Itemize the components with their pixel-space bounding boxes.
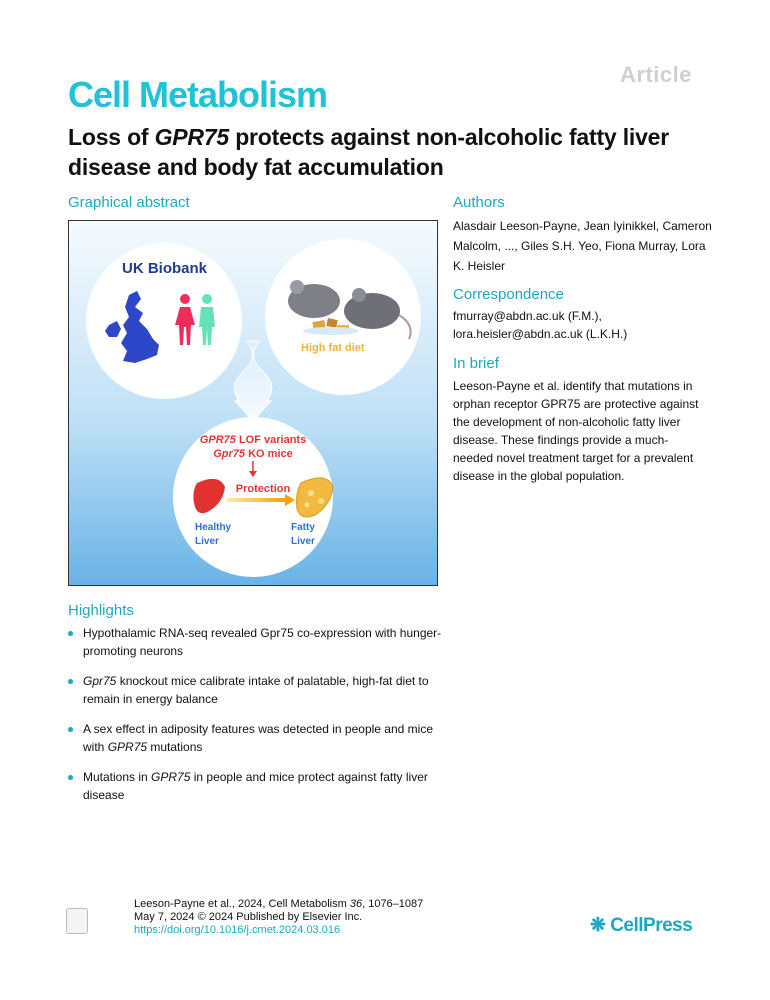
highlight-text: Hypothalamic RNA-seq revealed Gpr75 co-expression with hunger-promoting neurons (83, 626, 442, 658)
title-gene: GPR75 (154, 124, 230, 150)
highlights-list (68, 624, 448, 816)
title-prefix: Loss of (68, 124, 155, 150)
cellpress-logo-icon: ❋ (590, 915, 606, 936)
protection-arrow-icon (227, 498, 285, 502)
cellpress-logo-text: CellPress (610, 915, 693, 936)
fat-droplet-icon (305, 503, 310, 508)
fat-droplet-icon (318, 498, 324, 504)
ko-mice-label: Gpr75 KO mice (213, 448, 293, 460)
highlight-text: Mutations in (83, 770, 152, 784)
highlights-heading: Highlights (68, 602, 134, 619)
cellpress-logo (590, 914, 692, 937)
authors-heading: Authors (453, 194, 505, 211)
highlight-text: knockout mice calibrate intake of palatable, high-fat diet to remain in energy balance (83, 674, 429, 706)
fatty-liver-label-line2: Liver (291, 536, 315, 547)
title-suffix: protects against non-alcoholic fatty liver disease and body fat accumulation (68, 124, 670, 180)
bedding-icon (303, 327, 359, 335)
highlight-gene: Gpr75 (83, 674, 117, 688)
healthy-liver-label-line2: Liver (195, 536, 219, 547)
in-brief-heading: In brief (453, 355, 499, 372)
in-brief-text: Leeson-Payne et al. identify that mutations in orphan receptor GPR75 are protective against the development of non-alcoholic fatty liver disease. These findings provide a much-needed novel treatment target for a prevalent disease in the global population. (453, 379, 699, 483)
mouse-1-ear-icon (290, 280, 304, 294)
highlight-item (68, 672, 448, 708)
highlight-item (68, 768, 448, 804)
citation-volume: 36 (349, 898, 363, 910)
highlight-text: in people and mice protect against fatty liver disease (83, 770, 428, 802)
graphical-abstract-heading: Graphical abstract (68, 194, 190, 211)
citation-block (134, 898, 423, 937)
citation-line: Leeson-Payne et al., 2024, Cell Metabolism 36, 1076–1087 (134, 898, 424, 910)
highlight-gene: GPR75 (151, 770, 191, 784)
correspondence-email-2[interactable]: lora.heisler@abdn.ac.uk (L.K.H.) (453, 327, 628, 341)
paper-title (68, 122, 708, 182)
article-type-label: Article (620, 62, 692, 87)
bullet-icon (68, 727, 73, 732)
copyright-line: May 7, 2024 © 2024 Published by Elsevier Inc. (134, 911, 363, 923)
authors-list: Alasdair Leeson-Payne, Jean Iyinikkel, Cameron Malcolm, ..., Giles S.H. Yeo, Fiona Murray, Lora K. Heisler (453, 219, 712, 273)
bullet-icon (68, 679, 73, 684)
doi-link[interactable]: https://doi.org/10.1016/j.cmet.2024.03.016 (134, 924, 341, 936)
healthy-liver-label-line1: Healthy (195, 522, 232, 533)
correspondence (453, 307, 713, 343)
lof-variants-label: GPR75 LOF variants (199, 434, 307, 446)
correspondence-email-1[interactable]: fmurray@abdn.ac.uk (F.M.), (453, 309, 602, 323)
highlight-text: mutations (147, 740, 203, 754)
fat-droplet-icon (308, 490, 314, 496)
male-head-icon (202, 294, 212, 304)
bullet-icon (68, 775, 73, 780)
correspondence-heading: Correspondence (453, 286, 564, 303)
mouse-2-ear-icon (352, 288, 366, 302)
check-for-updates-badge-icon[interactable] (66, 908, 88, 934)
highlight-text: A sex effect in adiposity features was detected in people and mice with (83, 722, 433, 754)
journal-title: Cell Metabolism (68, 74, 328, 115)
fatty-liver-label-line1: Fatty (291, 522, 315, 533)
uk-biobank-label: UK Biobank (122, 260, 208, 277)
mouse-2-icon (344, 293, 400, 329)
bullet-icon (68, 631, 73, 636)
female-head-icon (180, 294, 190, 304)
highlight-item (68, 624, 448, 660)
protection-label: Protection (235, 483, 291, 495)
highlight-item (68, 720, 448, 756)
high-fat-diet-label: High fat diet (301, 342, 365, 354)
graphical-abstract-figure (69, 221, 437, 585)
highlight-gene: GPR75 (107, 740, 148, 754)
graphical-abstract (68, 220, 438, 586)
